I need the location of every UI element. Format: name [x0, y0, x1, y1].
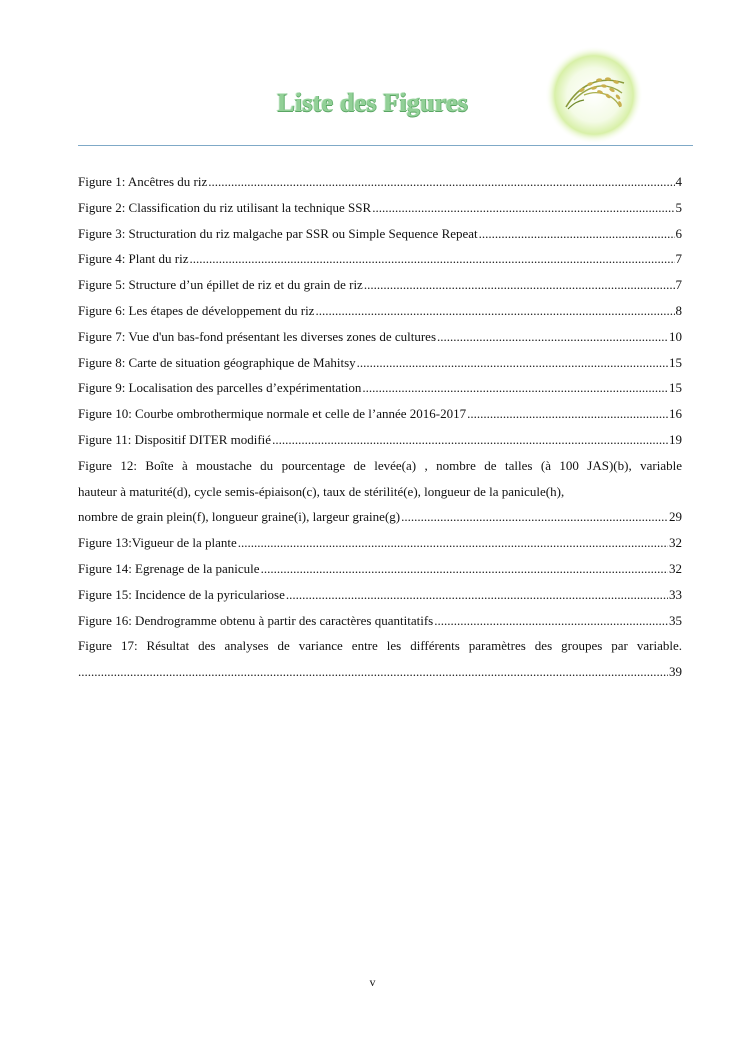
figure-page: 35: [669, 612, 682, 628]
dot-leader: [467, 401, 668, 427]
figure-entry[interactable]: [78, 582, 682, 608]
figure-page: 19: [669, 431, 682, 447]
figure-page: 4: [675, 174, 682, 189]
figure-page: 5: [675, 199, 682, 215]
figure-title: Figure 3: Structuration du riz malgache par SSR ou Simple Sequence Repeat: [78, 225, 478, 241]
figure-entry[interactable]: [78, 246, 682, 272]
dot-leader: [437, 324, 668, 350]
page-title: Liste des Figures: [277, 88, 468, 117]
figure-page: 10: [669, 328, 682, 344]
figure-page: 39: [669, 664, 682, 680]
dot-leader: [479, 221, 675, 247]
page-number: v: [369, 975, 376, 989]
header-divider: [78, 145, 693, 146]
dot-leader: [434, 608, 668, 634]
figure-title: Figure 7: Vue d'un bas-fond présentant les diverses zones de cultures: [78, 328, 437, 344]
dot-leader: [261, 556, 668, 582]
dot-leader: [208, 169, 674, 195]
figure-entry[interactable]: [78, 324, 682, 350]
figure-title: Figure 6: Les étapes de développement du riz: [78, 302, 315, 318]
figure-page: 6: [675, 225, 682, 241]
figure-page: 29: [669, 509, 682, 525]
figure-page: 16: [669, 406, 682, 422]
dot-leader: [401, 504, 668, 530]
figure-entry[interactable]: [78, 608, 682, 634]
dot-leader: [286, 582, 668, 608]
figure-title: Figure 13:Vigueur de la plante: [78, 535, 237, 551]
dot-leader: [357, 350, 668, 376]
figure-entry[interactable]: [78, 427, 682, 453]
figure-title: Figure 2: Classification du riz utilisant la technique SSR: [78, 199, 372, 215]
figure-entry[interactable]: [78, 530, 682, 556]
figure-entry[interactable]: [78, 169, 682, 195]
dot-leader: [272, 427, 668, 453]
dot-leader: [238, 530, 668, 556]
figure-page: 15: [669, 380, 682, 396]
figure-entry-12[interactable]: [78, 453, 682, 530]
figure-title-line: nombre de grain plein(f), longueur graine(i), largeur graine(g): [78, 509, 401, 525]
figure-title: Figure 1: Ancêtres du riz: [78, 174, 208, 189]
figure-title: Figure 9: Localisation des parcelles d’expérimentation: [78, 380, 362, 396]
figure-title: Figure 14: Egrenage de la panicule: [78, 560, 260, 576]
figure-page: 7: [675, 251, 682, 267]
figure-page: 15: [669, 354, 682, 370]
dot-leader: [362, 375, 668, 401]
figure-entry[interactable]: [78, 350, 682, 376]
figure-title: Figure 8: Carte de situation géographique de Mahitsy: [78, 354, 356, 370]
figure-page: 8: [675, 302, 682, 318]
figure-entry[interactable]: [78, 401, 682, 427]
figure-title: Figure 11: Dispositif DITER modifié: [78, 431, 272, 447]
figure-page: 32: [669, 535, 682, 551]
figure-title: Figure 16: Dendrogramme obtenu à partir des caractères quantitatifs: [78, 612, 434, 628]
rice-panicle-icon: [544, 45, 644, 145]
figure-entry-17[interactable]: [78, 633, 682, 685]
figure-entry[interactable]: [78, 298, 682, 324]
dot-leader: [372, 195, 674, 221]
figure-title: Figure 10: Courbe ombrothermique normale et celle de l’année 2016-2017: [78, 406, 467, 422]
dot-leader: [315, 298, 674, 324]
figure-entry[interactable]: [78, 221, 682, 247]
figure-title-line: Figure 17: Résultat des analyses de variance entre les différents paramètres des groupes par variable.: [78, 638, 682, 654]
figure-entry[interactable]: [78, 375, 682, 401]
figure-title-line: hauteur à maturité(d), cycle semis-épiaison(c), taux de stérilité(e), longueur de la panicule(h),: [78, 483, 565, 499]
figure-page: 7: [675, 277, 682, 293]
figure-list: [78, 169, 682, 685]
figure-page: 33: [669, 586, 682, 602]
figure-title: Figure 15: Incidence de la pyriculariose: [78, 586, 285, 602]
figure-entry[interactable]: [78, 556, 682, 582]
dot-leader: [190, 246, 675, 272]
figure-entry[interactable]: [78, 272, 682, 298]
dot-leader: [364, 272, 675, 298]
figure-page: 32: [669, 560, 682, 576]
dot-leader: [78, 659, 668, 685]
figure-title: Figure 5: Structure d’un épillet de riz et du grain de riz: [78, 277, 363, 293]
figure-entry[interactable]: [78, 195, 682, 221]
figure-title: Figure 4: Plant du riz: [78, 251, 189, 267]
figure-title-line: Figure 12: Boîte à moustache du pourcentage de levée(a) , nombre de talles (à 100 JAS)(b), variable: [78, 457, 682, 473]
